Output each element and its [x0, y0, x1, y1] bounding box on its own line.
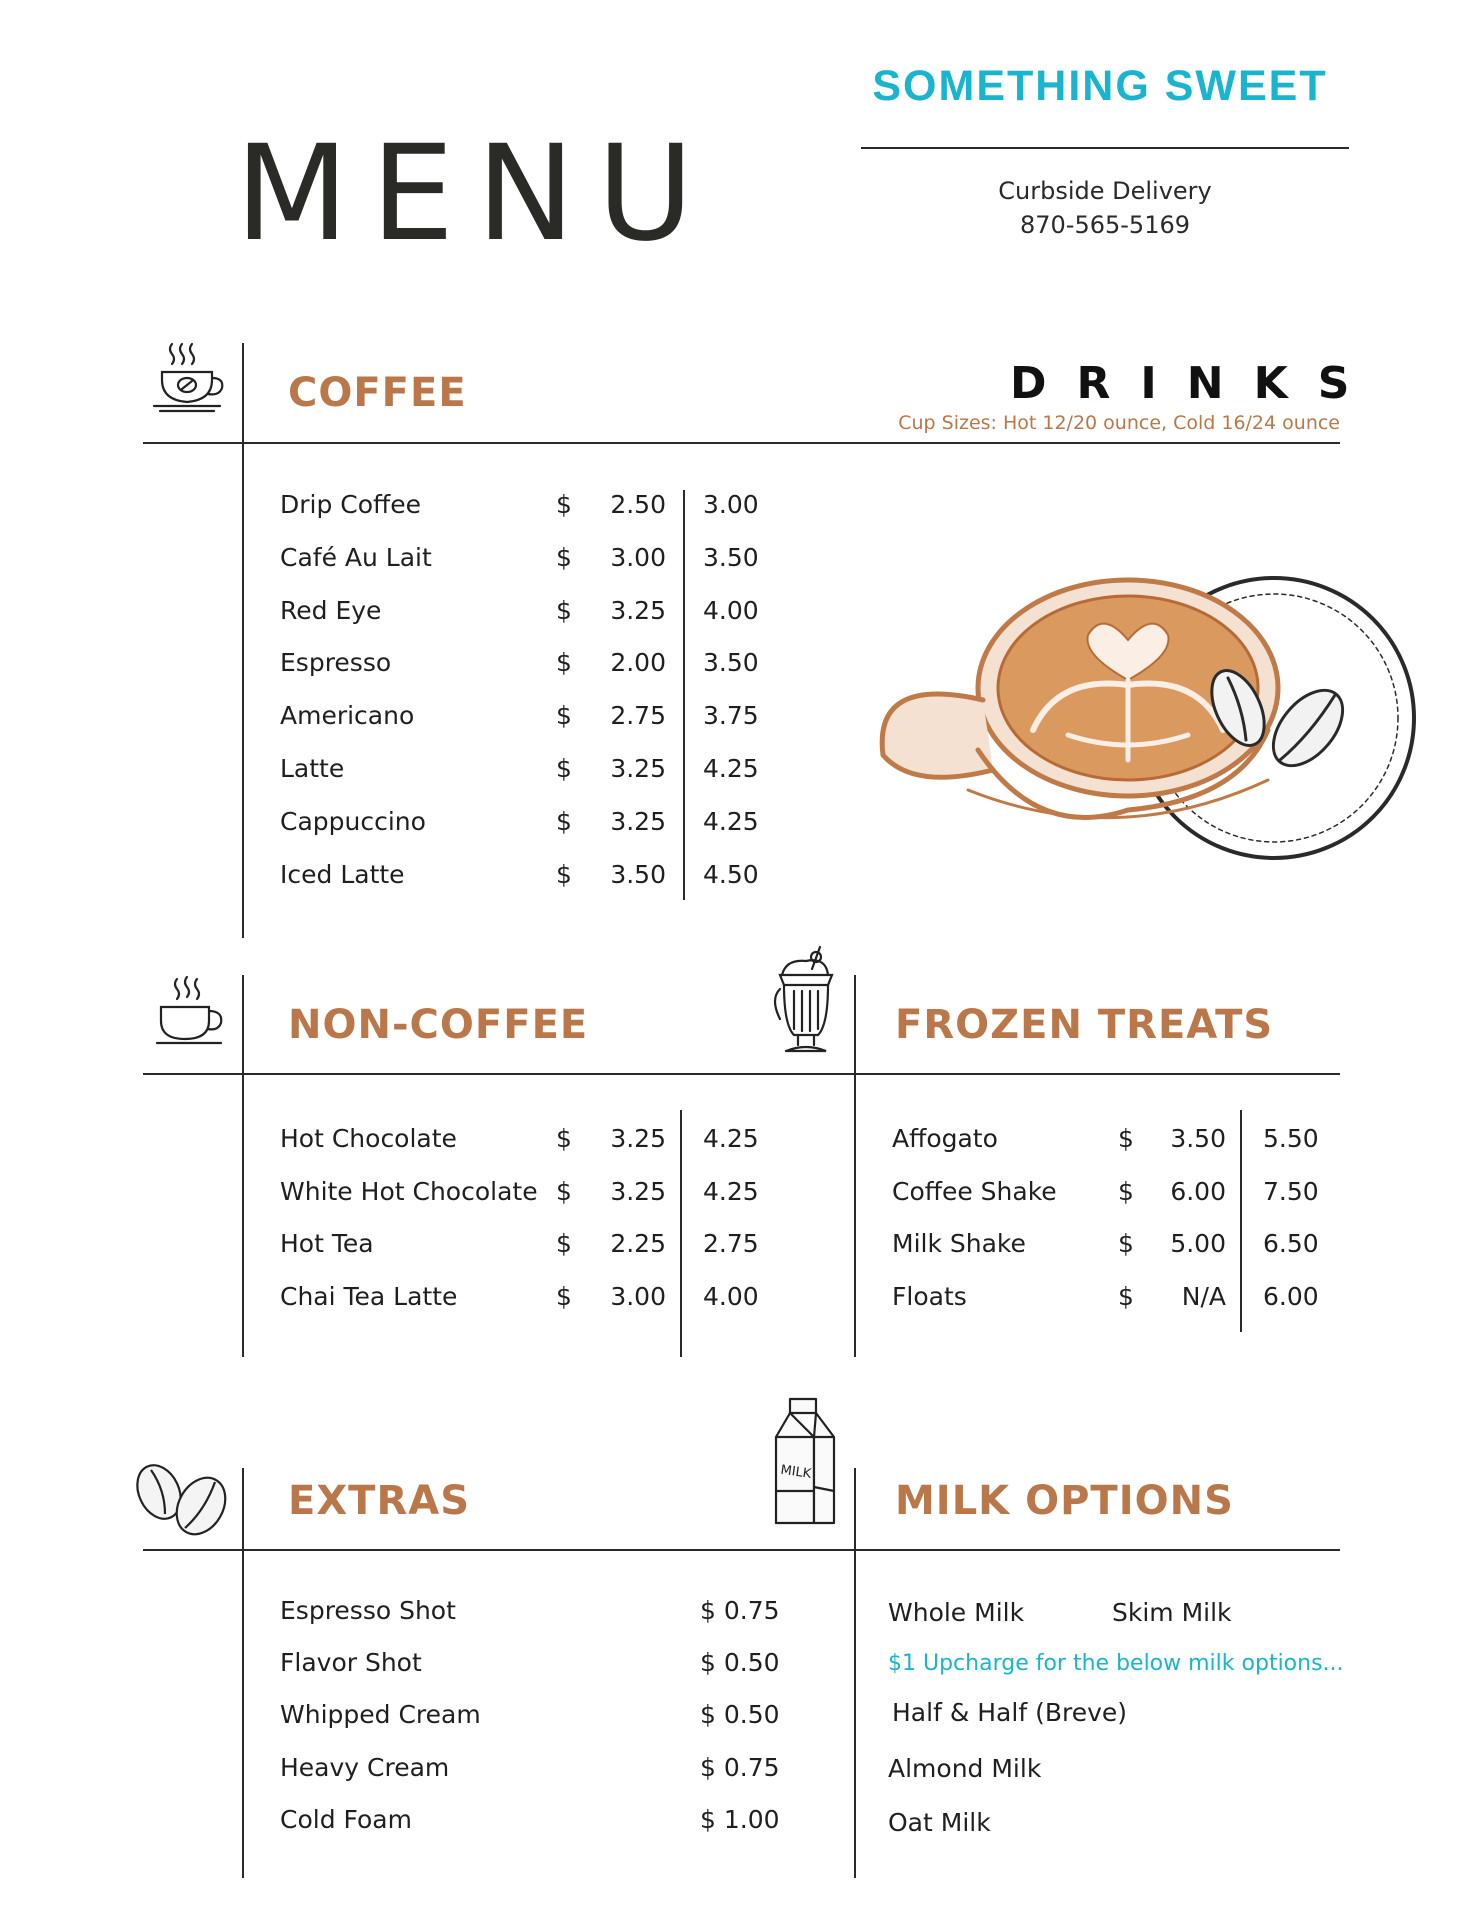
item-name: Espresso [280, 648, 392, 678]
milk-option-whole: Whole Milk [888, 1598, 1025, 1627]
svg-text:MILK: MILK [779, 1462, 813, 1482]
milk-option-half-half: Half & Half (Breve) [892, 1698, 1128, 1727]
currency-symbol: $ [1118, 1124, 1134, 1153]
item-name: Affogato [892, 1124, 998, 1153]
price-large: 3.75 [703, 701, 759, 731]
item-name: Cappuccino [280, 806, 426, 836]
currency-symbol: $ [1118, 1281, 1134, 1311]
price-small: 3.00 [610, 542, 666, 572]
price-small: 5.00 [1170, 1229, 1226, 1258]
currency-symbol: $ [556, 806, 572, 836]
brand-divider [861, 147, 1349, 149]
price-large: 6.00 [1263, 1281, 1319, 1311]
price-small: 3.25 [610, 806, 666, 836]
coffee-cup-steam-icon [150, 340, 226, 416]
extra-name: Espresso Shot [280, 1596, 456, 1625]
extra-price: $ 0.50 [700, 1648, 780, 1678]
item-name: Red Eye [280, 595, 382, 625]
extra-name: Flavor Shot [280, 1648, 422, 1678]
currency-symbol: $ [556, 1124, 572, 1153]
item-name: White Hot Chocolate [280, 1176, 538, 1206]
extra-price: $ 1.00 [700, 1804, 780, 1834]
item-name: Latte [280, 754, 345, 783]
price-large: 6.50 [1263, 1229, 1319, 1258]
price-small: 3.50 [610, 859, 666, 889]
milk-carton-icon [770, 1395, 840, 1527]
price-large: 4.00 [703, 1281, 759, 1311]
price-large: 4.25 [703, 1124, 759, 1153]
extra-name: Whipped Cream [280, 1700, 481, 1730]
item-name: Iced Latte [280, 859, 405, 889]
price-small: 3.25 [610, 595, 666, 625]
price-large: 4.50 [703, 859, 759, 889]
price-large: 4.25 [703, 754, 759, 783]
extras-title: EXTRAS [288, 1478, 471, 1524]
frozen-treats-title: FROZEN TREATS [895, 1002, 1274, 1048]
price-small: 3.25 [610, 1176, 666, 1206]
price-small: 3.25 [610, 754, 666, 783]
price-large: 5.50 [1263, 1124, 1319, 1153]
price-small: 3.25 [610, 1124, 666, 1153]
coffee-header-rule [143, 442, 1340, 444]
phone-number: 870-565-5169 [1019, 211, 1190, 239]
cup-sizes-note: Cup Sizes: Hot 12/20 ounce, Cold 16/24 ounce [898, 412, 1340, 434]
currency-symbol: $ [556, 490, 572, 519]
price-large: 7.50 [1263, 1176, 1319, 1206]
coffee-price-divider [683, 490, 685, 900]
item-name: Milk Shake [892, 1229, 1026, 1258]
noncoffee-title: NON-COFFEE [288, 1002, 589, 1048]
frozen-vertical-rule [854, 975, 856, 1357]
milk-options-title: MILK OPTIONS [895, 1478, 1234, 1524]
extra-price: $ 0.75 [700, 1596, 780, 1625]
tea-cup-icon [155, 975, 227, 1047]
frozen-price-divider [1240, 1110, 1242, 1332]
coffee-title: COFFEE [288, 370, 467, 416]
currency-symbol: $ [556, 859, 572, 889]
price-large: 4.00 [703, 595, 759, 625]
item-name: Chai Tea Latte [280, 1281, 458, 1311]
milk-upcharge-note: $1 Upcharge for the below milk options... [888, 1651, 1344, 1676]
coffee-beans-icon [133, 1460, 233, 1538]
currency-symbol: $ [556, 595, 572, 625]
item-name: Americano [280, 701, 415, 731]
currency-symbol: $ [556, 1229, 572, 1258]
price-small: 2.00 [610, 648, 666, 678]
price-small: 6.00 [1170, 1176, 1226, 1206]
brand-name: SOMETHING SWEET [872, 62, 1328, 110]
price-large: 4.25 [703, 1176, 759, 1206]
price-large: 3.50 [703, 648, 759, 678]
price-large: 2.75 [703, 1229, 759, 1258]
price-small: 2.25 [610, 1229, 666, 1258]
price-small: N/A [1181, 1281, 1226, 1311]
currency-symbol: $ [556, 754, 572, 783]
item-name: Drip Coffee [280, 490, 422, 519]
item-name: Hot Chocolate [280, 1124, 457, 1153]
extra-name: Heavy Cream [280, 1752, 450, 1782]
extras-vertical-rule [242, 1468, 244, 1878]
item-name: Café Au Lait [280, 542, 432, 572]
noncoffee-price-divider [680, 1110, 682, 1357]
currency-symbol: $ [1118, 1229, 1134, 1258]
coffee-vertical-rule [242, 343, 244, 938]
latte-art-illustration [868, 560, 1428, 870]
currency-symbol: $ [556, 1176, 572, 1206]
price-small: 3.00 [610, 1281, 666, 1311]
drinks-heading: DRINKS [1010, 358, 1380, 409]
price-small: 3.50 [1170, 1124, 1226, 1153]
price-large: 3.50 [703, 542, 759, 572]
extra-price: $ 0.50 [700, 1700, 780, 1730]
milk-option-oat: Oat Milk [888, 1808, 991, 1837]
price-small: 2.75 [610, 701, 666, 731]
item-name: Floats [892, 1281, 967, 1311]
price-large: 4.25 [703, 806, 759, 836]
currency-symbol: $ [556, 701, 572, 731]
currency-symbol: $ [556, 1281, 572, 1311]
noncoffee-vertical-rule [242, 975, 244, 1357]
milk-option-almond: Almond Milk [888, 1754, 1042, 1783]
extra-price: $ 0.75 [700, 1752, 780, 1782]
noncoffee-header-rule [143, 1073, 1340, 1075]
currency-symbol: $ [556, 542, 572, 572]
item-name: Hot Tea [280, 1229, 374, 1258]
currency-symbol: $ [1118, 1176, 1134, 1206]
item-name: Coffee Shake [892, 1176, 1057, 1206]
delivery-label: Curbside Delivery [998, 177, 1212, 205]
extras-header-rule [143, 1549, 1340, 1551]
currency-symbol: $ [556, 648, 572, 678]
price-large: 3.00 [703, 490, 759, 519]
price-small: 2.50 [610, 490, 666, 519]
extra-name: Cold Foam [280, 1804, 412, 1834]
milk-vertical-rule [854, 1468, 856, 1878]
milkshake-icon [770, 945, 842, 1057]
menu-title: MENU [235, 117, 716, 271]
milk-option-skim: Skim Milk [1112, 1598, 1232, 1627]
